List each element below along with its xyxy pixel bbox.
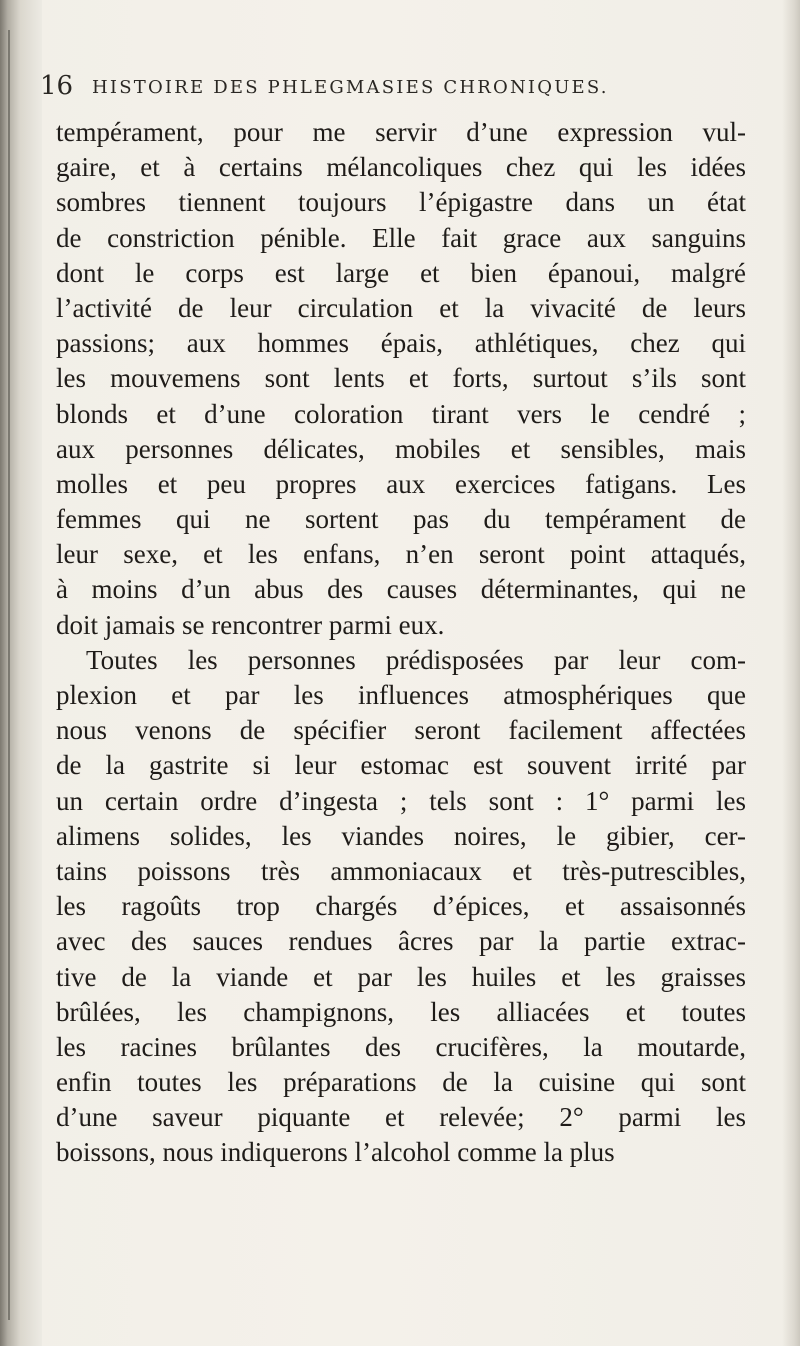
text-line: doit jamais se rencontrer parmi eux. bbox=[56, 609, 445, 640]
text-line: de la gastrite si leur estomac est souvent irrité par bbox=[56, 750, 746, 781]
text-line: un certain ordre d’ingesta ; tels sont : 1° parmi les bbox=[56, 785, 746, 816]
text-line: blonds et d’une coloration tirant vers le cendré ; bbox=[56, 398, 746, 429]
text-line: enfin toutes les préparations de la cuisine qui sont bbox=[56, 1067, 746, 1098]
text-line: boissons, nous indiquerons l’alcohol comme la plus bbox=[56, 1137, 615, 1168]
text-line: les ragoûts trop chargés d’épices, et assaisonnés bbox=[56, 891, 746, 922]
text-line: les racines brûlantes des crucifères, la moutarde, bbox=[56, 1031, 746, 1062]
text-line: aux personnes délicates, mobiles et sensibles, mais bbox=[56, 433, 746, 464]
text-line: d’une saveur piquante et relevée; 2° parmi les bbox=[56, 1102, 746, 1133]
text-line: alimens solides, les viandes noires, le gibier, cer- bbox=[56, 820, 746, 851]
text-line: leur sexe, et les enfans, n’en seront point attaqués, bbox=[56, 539, 746, 570]
text-line: les mouvemens sont lents et forts, surtout s’ils sont bbox=[56, 363, 746, 394]
text-line: à moins d’un abus des causes déterminantes, qui ne bbox=[56, 574, 746, 605]
text-line: de constriction pénible. Elle fait grace aux sanguins bbox=[56, 222, 746, 253]
text-line: passions; aux hommes épais, athlétiques, chez qui bbox=[56, 328, 746, 359]
paragraph-first-line: Toutes les personnes prédisposées par leur com- bbox=[86, 644, 746, 675]
text-line: tempérament, pour me servir d’une expression vul- bbox=[56, 117, 746, 147]
text-line: molles et peu propres aux exercices fatigans. Les bbox=[56, 468, 746, 499]
page-binding-shadow bbox=[0, 0, 42, 1346]
text-line: l’activité de leur circulation et la vivacité de leurs bbox=[56, 292, 746, 323]
text-line: dont le corps est large et bien épanoui, malgré bbox=[56, 257, 746, 288]
page-binding-crease bbox=[8, 30, 10, 1320]
text-line: gaire, et à certains mélancoliques chez qui les idées bbox=[56, 152, 746, 183]
text-line: tains poissons très ammoniacaux et très-putrescibles, bbox=[56, 855, 746, 886]
page-header bbox=[40, 73, 720, 115]
page-edge-shadow bbox=[782, 0, 800, 1346]
text-line: femmes qui ne sortent pas du tempérament de bbox=[56, 504, 746, 535]
text-line: tive de la viande et par les huiles et les graisses bbox=[56, 961, 746, 992]
text-line: brûlées, les champignons, les alliacées et toutes bbox=[56, 996, 746, 1027]
page-number: 16 bbox=[40, 71, 74, 101]
text-line: plexion et par les influences atmosphériques que bbox=[56, 680, 746, 710]
text-line: sombres tiennent toujours l’épigastre dans un état bbox=[56, 187, 746, 218]
running-head: HISTOIRE DES PHLEGMASIES CHRONIQUES. bbox=[92, 77, 609, 98]
text-line: nous venons de spécifier seront facilement affectées bbox=[56, 715, 746, 746]
body-text bbox=[56, 115, 746, 1171]
text-line: avec des sauces rendues âcres par la partie extrac- bbox=[56, 926, 746, 957]
